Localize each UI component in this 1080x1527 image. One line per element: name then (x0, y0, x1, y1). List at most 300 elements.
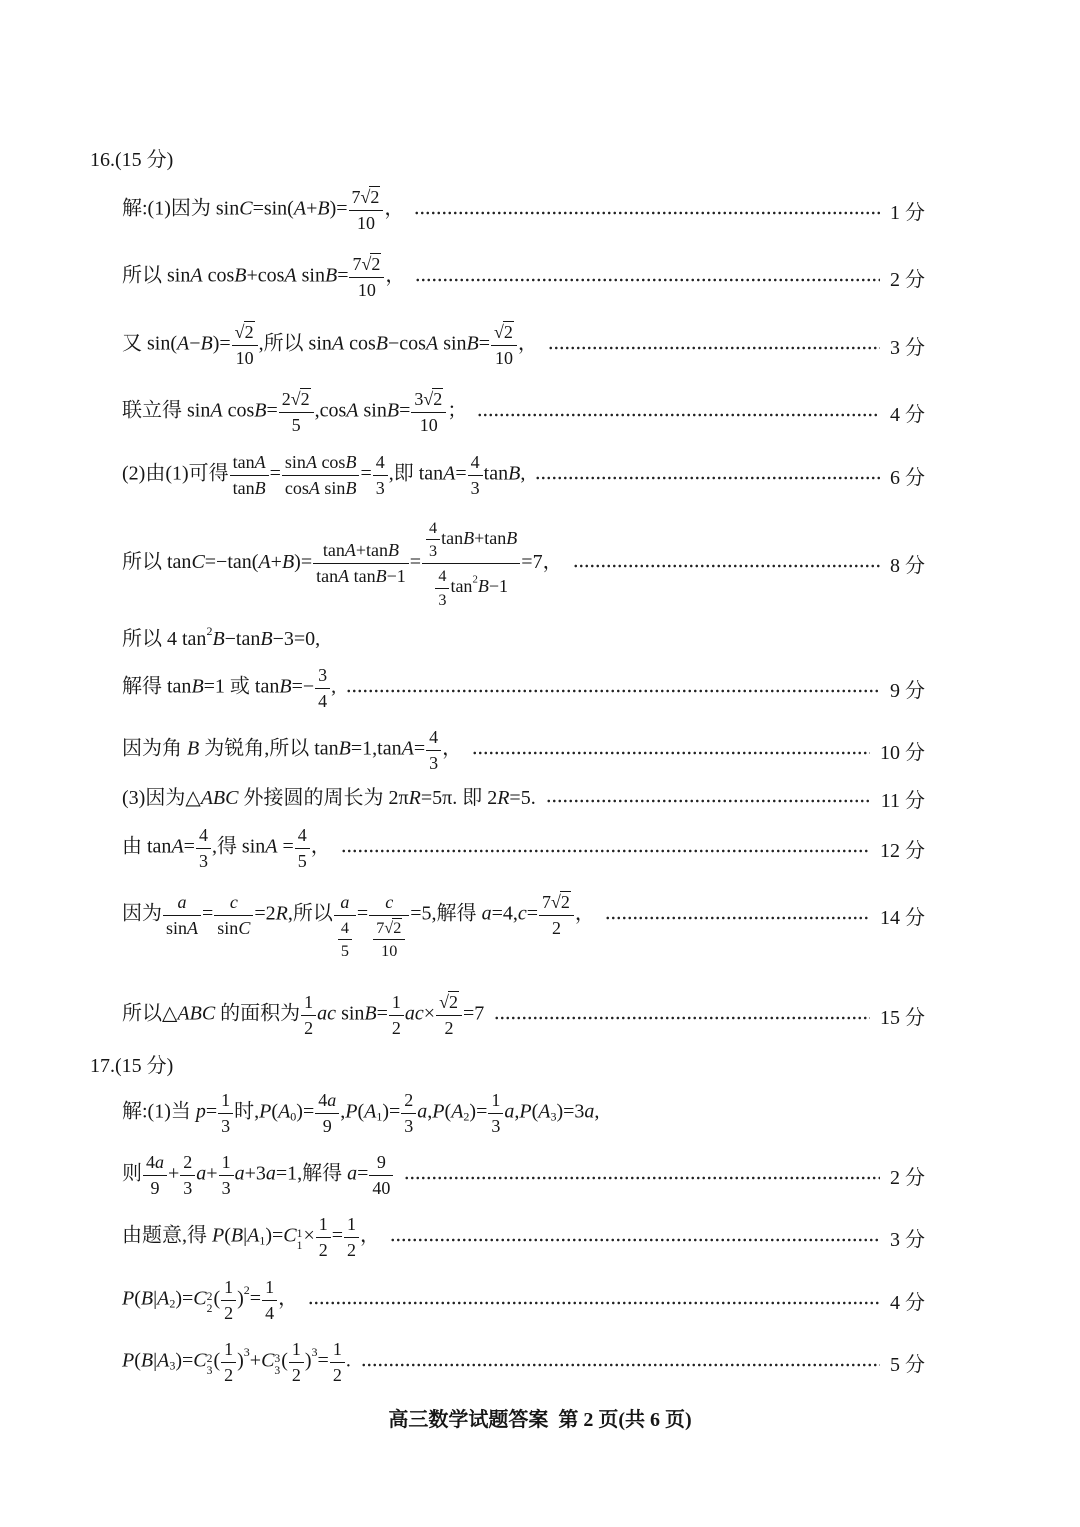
math-variable: C (238, 918, 251, 938)
fraction-numerator (411, 388, 446, 412)
fraction-denominator (334, 915, 356, 961)
subscript: 2 (206, 1302, 213, 1316)
math-text: 2 (404, 1090, 414, 1111)
math-variable: B (375, 332, 389, 355)
math-variable: A (401, 737, 414, 760)
math-text: sin (358, 399, 387, 422)
square-root (361, 187, 381, 207)
math-text: +tan (474, 527, 507, 548)
math-text: ( (134, 1287, 141, 1310)
math-variable: a (196, 1162, 207, 1185)
superscript: 2 (206, 1351, 213, 1365)
math-text: 4 (265, 1303, 275, 1323)
math-variable: B (324, 264, 338, 287)
math-text: 10 (381, 942, 398, 961)
math-text: ， (310, 835, 331, 858)
math-text: 2 (183, 1152, 193, 1173)
math-text: 3 (183, 1178, 193, 1198)
math-text: 10 (357, 280, 376, 300)
math-text: −tan (224, 628, 261, 651)
math-text: )= (175, 1287, 194, 1310)
math-text: =−tan( (204, 550, 259, 573)
subscript: 1 (296, 1239, 303, 1253)
math-text: cos (316, 452, 346, 473)
math-text: 1 (291, 1339, 301, 1360)
math-text: +3 (244, 1162, 266, 1185)
math-text: 4 (318, 691, 328, 711)
math-text: 3 (221, 1178, 231, 1198)
fraction-numerator (282, 451, 360, 475)
fraction-numerator (349, 186, 384, 210)
math-variable: R (275, 902, 288, 925)
line-text (122, 1338, 351, 1385)
answer-line (122, 960, 925, 1070)
superscript: 1 (296, 1226, 303, 1240)
math-text: 2 (224, 1365, 234, 1385)
radical-sign: √ (384, 918, 394, 937)
math-text: 4 (198, 825, 208, 846)
subscript: 2 (169, 1296, 176, 1311)
math-text: cos (284, 478, 309, 498)
question-title: 17.(15 分) (90, 1054, 174, 1077)
fraction-numerator (401, 1089, 416, 1113)
math-text: 7 (376, 918, 385, 937)
math-variable: B (463, 527, 475, 548)
fraction-numerator (313, 539, 409, 563)
subscript: 0 (290, 1109, 297, 1124)
fraction-numerator (369, 869, 409, 915)
fraction-numerator (330, 1338, 345, 1362)
score-points: 11 分 (880, 789, 925, 812)
super-subscript (207, 1353, 213, 1377)
math-text: =1,tan (350, 737, 402, 760)
square-root (494, 322, 514, 342)
math-text: sin (438, 332, 467, 355)
math-text: =5,解得 (410, 902, 482, 925)
square-root (551, 892, 571, 912)
math-variable: a (234, 1162, 245, 1185)
math-variable: B (508, 462, 521, 485)
math-text: ， (360, 1224, 380, 1247)
math-text: )= (175, 1349, 194, 1372)
math-variable: a (347, 1162, 358, 1185)
fraction-numerator (373, 918, 405, 940)
math-text: 40 (372, 1178, 391, 1198)
fraction-numerator (369, 1151, 393, 1175)
fraction-denominator (289, 1362, 304, 1386)
math-text: 2 (318, 1240, 328, 1260)
math-variable: A (284, 264, 297, 287)
answer-line (122, 1307, 925, 1417)
math-text: ( (271, 1100, 279, 1123)
fraction-numerator (163, 891, 201, 915)
math-text: 10 (356, 213, 375, 233)
fraction-numerator (488, 1089, 503, 1113)
math-text: 3 (404, 1116, 414, 1136)
math-text: tan (450, 575, 473, 596)
fraction (436, 991, 462, 1038)
fraction-numerator (539, 891, 574, 915)
math-text: = (266, 399, 278, 422)
fraction-numerator (221, 1338, 236, 1362)
math-text: 所以 tan (122, 550, 192, 573)
math-variable: a (417, 1100, 428, 1123)
dot-leader (341, 838, 870, 858)
score-points: 4 分 (890, 403, 925, 426)
math-text: = (399, 399, 411, 422)
math-text: 3 (429, 542, 438, 561)
math-variable: B (466, 332, 479, 355)
dot-leader (535, 465, 880, 485)
math-text: )= (212, 332, 231, 355)
score-points: 2 分 (890, 268, 925, 291)
fraction-numerator (315, 1089, 339, 1113)
dot-leader (494, 1005, 870, 1025)
fraction-denominator (330, 1362, 345, 1386)
radicand: 2 (433, 389, 443, 410)
fraction-numerator (180, 1151, 195, 1175)
score-points: 2 分 (890, 1166, 925, 1189)
math-text: = (337, 264, 349, 287)
math-text: −3=0, (272, 628, 321, 651)
super-subscript (274, 1353, 280, 1377)
math-variable: a (265, 1162, 276, 1185)
math-variable: C (191, 550, 205, 573)
square-root (361, 254, 381, 274)
fraction-numerator (426, 518, 440, 540)
math-text: sin (319, 478, 346, 498)
math-text: , (340, 1100, 346, 1123)
math-variable: A (425, 332, 439, 355)
math-text: 1 (347, 1214, 356, 1235)
fraction-numerator (196, 824, 211, 848)
radical-sign: √ (494, 322, 504, 343)
math-text: tan (322, 540, 345, 561)
math-variable: A (210, 399, 223, 422)
math-text: =5π. 即 2 (420, 786, 498, 809)
fraction-numerator (230, 451, 269, 475)
math-text: +tan (355, 540, 389, 561)
math-variable: a (340, 892, 350, 913)
math-variable: ABC (200, 786, 239, 809)
math-text: 4 (146, 1152, 155, 1173)
math-text: 1 (265, 1277, 275, 1298)
math-text: ， (385, 264, 406, 287)
math-variable: C (193, 1349, 207, 1372)
fraction-denominator (230, 475, 269, 499)
math-text: 5 (291, 415, 301, 435)
math-variable: A (187, 918, 199, 938)
fraction-denominator (214, 915, 253, 939)
math-variable: A (247, 1224, 260, 1247)
math-text: 为锐角,所以 tan (199, 737, 339, 760)
radicand: 2 (393, 918, 402, 937)
math-text: 2 (551, 918, 561, 938)
score-points: 15 分 (880, 1006, 925, 1029)
math-text: tan (232, 452, 255, 473)
math-text: 3 (198, 851, 208, 871)
math-text: 2 (291, 1365, 301, 1385)
math-variable: ac (404, 1002, 424, 1025)
radicand: 2 (371, 254, 381, 275)
fraction-numerator (221, 1276, 236, 1300)
math-variable: A (346, 399, 359, 422)
math-text: tan (316, 566, 339, 586)
fraction-numerator (468, 451, 483, 475)
dot-leader (414, 200, 880, 220)
math-text: −1 (386, 566, 406, 586)
math-text: )= (265, 1224, 284, 1247)
math-text: 3 (491, 1116, 501, 1136)
math-variable: C (283, 1224, 297, 1247)
math-variable: A (265, 835, 278, 858)
math-variable: a (155, 1152, 164, 1173)
math-text: 9 (322, 1116, 332, 1136)
math-variable: B (317, 197, 330, 220)
math-text: = (413, 737, 426, 760)
math-text: 联立得 sin (122, 399, 211, 422)
fraction (221, 1338, 236, 1385)
math-text: × (303, 1224, 315, 1247)
math-text: = (205, 1100, 218, 1123)
math-text: = (202, 902, 214, 925)
math-variable: B (375, 566, 387, 586)
math-variable: A (344, 540, 356, 561)
math-variable: B (345, 452, 357, 473)
math-text: 7 (352, 254, 362, 275)
math-text: = (277, 835, 294, 858)
math-variable: B (279, 675, 292, 698)
fraction (163, 891, 201, 938)
math-text: ( (531, 1100, 539, 1123)
math-text: ( (281, 1349, 288, 1372)
math-text: 因为 (122, 902, 162, 925)
math-variable: P (122, 1349, 135, 1372)
fraction (369, 869, 409, 961)
math-variable: C (261, 1349, 275, 1372)
math-text: )= (294, 550, 313, 573)
square-root (291, 389, 311, 409)
math-variable: a (584, 1100, 595, 1123)
dot-leader (605, 905, 870, 925)
math-text: 3 (318, 665, 328, 686)
math-text: = (356, 902, 369, 925)
square-root (439, 992, 459, 1012)
math-text: =4, (491, 902, 518, 925)
subscript: 3 (206, 1364, 213, 1378)
score-points: 3 分 (890, 336, 925, 359)
math-text: cos (222, 399, 255, 422)
math-variable: A (157, 1287, 170, 1310)
math-text: = (409, 550, 422, 573)
math-variable: a (481, 902, 492, 925)
math-text: sin (336, 1002, 365, 1025)
fraction-numerator (334, 869, 356, 915)
fraction-numerator (214, 891, 253, 915)
math-variable: c (517, 902, 527, 925)
subscript: 3 (274, 1364, 281, 1378)
math-text: 2 (332, 1365, 342, 1385)
math-variable: B (191, 675, 204, 698)
math-variable: B (281, 550, 295, 573)
math-text: = (249, 1287, 262, 1310)
radicand: 2 (448, 992, 458, 1013)
line-text (122, 991, 484, 1038)
math-variable: A (190, 264, 203, 287)
math-variable: P (259, 1100, 272, 1123)
math-text: 10 (494, 348, 513, 368)
math-variable: B (187, 737, 200, 760)
math-text: )= (469, 1100, 488, 1123)
fraction (230, 451, 269, 498)
math-text: = (331, 1224, 343, 1247)
square-root (384, 919, 402, 937)
math-text: 10 (419, 415, 438, 435)
math-text: cos (202, 264, 235, 287)
math-variable: B (388, 540, 400, 561)
fraction-numerator (143, 1151, 167, 1175)
subscript: 1 (376, 1109, 383, 1124)
math-text: −1 (488, 575, 508, 596)
math-variable: R (408, 786, 421, 809)
math-text: , (331, 675, 337, 698)
fraction-numerator (262, 1276, 277, 1300)
fraction (389, 991, 404, 1038)
math-text: 5 (340, 942, 349, 961)
fraction (338, 918, 352, 961)
fraction-numerator (349, 253, 384, 277)
math-text: tan (483, 462, 509, 485)
math-text: )= (382, 1100, 401, 1123)
radicand: 2 (503, 322, 513, 343)
math-variable: A (538, 1100, 551, 1123)
math-text: 4 (318, 1090, 328, 1111)
radical-sign: √ (360, 187, 371, 208)
math-text: tan (349, 566, 376, 586)
math-variable: A (258, 550, 271, 573)
math-text: 的面积为 (215, 1002, 301, 1025)
math-text: + (270, 550, 282, 573)
math-text: 3 (438, 590, 447, 609)
superscript: 3 (274, 1351, 281, 1365)
math-text: 因为角 (122, 737, 187, 760)
fraction-numerator (315, 664, 330, 688)
math-variable: B (506, 527, 518, 548)
fraction (301, 991, 316, 1038)
math-text: =− (291, 675, 315, 698)
fraction-denominator (282, 475, 360, 499)
math-variable: A (338, 566, 350, 586)
math-text: = (357, 1162, 369, 1185)
math-text: | (243, 1224, 248, 1247)
math-text: = (360, 462, 372, 485)
math-text: )=3 (556, 1100, 585, 1123)
square-root (423, 389, 443, 409)
math-text: ， (278, 1287, 299, 1310)
math-variable: A (305, 452, 317, 473)
math-text: , (514, 1100, 520, 1123)
subscript: 1 (259, 1233, 266, 1248)
math-text: (2)由(1)可得 (122, 462, 229, 485)
square-root (235, 322, 255, 342)
score-points: 4 分 (890, 1291, 925, 1314)
radical-sign: √ (439, 992, 449, 1013)
math-text: ( (213, 1349, 221, 1372)
math-text: 解得 tan (122, 675, 192, 698)
math-text: , (427, 1100, 433, 1123)
radicand: 2 (370, 187, 380, 208)
math-text: 又 sin( (122, 332, 177, 355)
fraction-denominator (163, 915, 201, 939)
math-variable: ABC (177, 1002, 216, 1025)
math-text: cos (344, 332, 376, 355)
fraction-numerator (436, 991, 462, 1015)
math-text: 由题意,得 (122, 1224, 212, 1247)
math-text: = (183, 835, 195, 858)
math-text: ,即 tan (388, 462, 444, 485)
math-variable: B (386, 399, 400, 422)
math-variable: A (451, 1100, 464, 1123)
math-text: sin (296, 264, 325, 287)
math-text: ) (237, 1287, 244, 1310)
math-variable: C (193, 1287, 207, 1310)
math-text: , (594, 1100, 600, 1123)
fraction-numerator (422, 517, 520, 563)
math-variable: A (443, 462, 456, 485)
math-variable: B (230, 1224, 244, 1247)
math-text: ,所以 sin (258, 332, 332, 355)
math-variable: A (308, 478, 320, 498)
math-text: − (189, 332, 201, 355)
fraction-numerator (338, 918, 352, 940)
fraction-numerator (373, 451, 388, 475)
math-variable: P (212, 1224, 225, 1247)
math-text: 4 (340, 918, 349, 937)
math-variable: c (229, 892, 238, 913)
math-variable: B (200, 332, 213, 355)
fraction (373, 451, 388, 498)
superscript: 2 (206, 623, 213, 638)
math-text: . (345, 1349, 351, 1372)
math-text: = (317, 1349, 329, 1372)
math-text: 1 (491, 1090, 501, 1111)
fraction-numerator (218, 1089, 233, 1113)
math-text: 1 (224, 1277, 234, 1298)
math-variable: a (177, 892, 187, 913)
math-text: )= (296, 1100, 315, 1123)
math-text: =2 (254, 902, 276, 925)
math-variable: A (364, 1100, 377, 1123)
math-text: sin (284, 452, 306, 473)
math-text: +cos (246, 264, 285, 287)
math-text: 所以 sin (122, 264, 191, 287)
math-text: 4 (429, 518, 438, 537)
score-points: 3 分 (890, 1228, 925, 1251)
math-text: tan (232, 478, 255, 498)
math-variable: A (278, 1100, 291, 1123)
math-text: 1 (221, 1152, 231, 1173)
score-points: 6 分 (890, 466, 925, 489)
math-text: = (455, 462, 467, 485)
dot-leader (548, 335, 880, 355)
math-text: =1 或 tan (203, 675, 280, 698)
math-text: 由 tan (122, 835, 172, 858)
dot-leader (573, 553, 880, 573)
math-text: 解:(1)当 (122, 1100, 196, 1123)
math-variable: B (254, 478, 266, 498)
math-text: ( (357, 1100, 365, 1123)
score-points: 1 分 (890, 201, 925, 224)
